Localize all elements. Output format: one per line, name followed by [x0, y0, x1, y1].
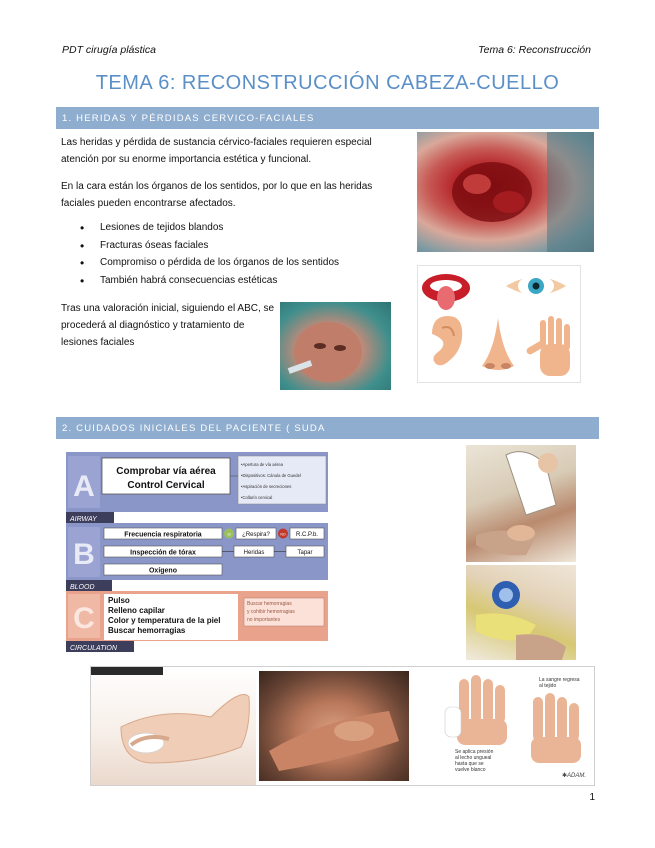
header-left: PDT cirugía plástica — [62, 44, 156, 56]
sense-organs-image — [417, 265, 581, 383]
thorax-inspection: Inspección de tórax — [130, 549, 196, 557]
caption-press-1: Se aplica presión — [455, 749, 494, 755]
caption-refill-2: al tejido — [539, 683, 557, 689]
caption-refill-1: La sangre regresa — [539, 677, 580, 683]
hand-icon — [525, 316, 570, 376]
list-item: • Fracturas óseas faciales — [80, 240, 339, 258]
adam-brand: ✱ADAM. — [561, 773, 586, 779]
circulation-label: CIRCULATION — [70, 645, 117, 652]
page-number: 1 — [589, 792, 595, 803]
eye-icon — [506, 275, 566, 297]
list-item: • Lesiones de tejidos blandos — [80, 222, 339, 240]
capillary-refill-figure — [90, 666, 595, 786]
lesion-list — [80, 222, 339, 292]
circulation-item: Buscar hemorragias — [108, 626, 186, 635]
hand-refill-icon — [531, 693, 581, 763]
patient-face-photo — [280, 302, 391, 390]
cover-box: Tapar — [297, 550, 313, 556]
list-item: • También habrá consecuencias estéticas — [80, 275, 339, 293]
letter-b: B — [73, 538, 95, 571]
wound-photo — [417, 132, 594, 252]
airway-label: AIRWAY — [70, 516, 97, 523]
airway-note: •Apertura de vía aérea — [241, 462, 283, 467]
rescue-illustration-top — [466, 445, 576, 562]
paragraph-senses: En la cara están los órganos de los sentidos, por lo que en las heridas faciales pueden encontrarse afectados. — [61, 181, 373, 209]
paragraph-abc: Tras una valoración inicial, siguiendo el ABC, se procederá al diagnóstico y tratamiento de lesiones faciales — [61, 303, 275, 348]
circulation-item: Relleno capilar — [108, 606, 165, 615]
hand-press-icon — [445, 675, 507, 745]
rescue-illustration-bottom — [466, 565, 576, 660]
letter-c: C — [73, 602, 95, 635]
airway-note: •Collarín cervical — [241, 495, 273, 500]
resp-frequency: Frecuencia respiratoria — [124, 531, 202, 539]
caption-press-2: al lecho ungueal — [455, 755, 492, 761]
nose-icon — [482, 318, 514, 370]
caption-press-4: vuelve blanco — [455, 767, 486, 773]
no-bubble: NO — [280, 532, 286, 537]
hemorrhage-note: Buscar hemorragias — [247, 601, 292, 607]
foot-press-image — [91, 667, 256, 785]
airway-sub: Control Cervical — [127, 480, 205, 491]
airway-main: Comprobar vía aérea — [116, 466, 216, 477]
oxygen-box: Oxígeno — [148, 567, 178, 575]
header-right: Tema 6: Reconstrucción — [478, 44, 591, 56]
ear-icon — [432, 316, 462, 365]
wounds-box: Heridas — [243, 550, 265, 556]
paragraph-intro: Las heridas y pérdida de sustancia cérvico-faciales requieren especial atención por su enorme importancia estética y funcional. — [61, 137, 372, 165]
abc-diagram — [66, 452, 328, 652]
caption-press-3: hasta que se — [455, 761, 484, 767]
section-heading-2: 2. CUIDADOS INICIALES DEL PACIENTE ( SUDA — [56, 417, 599, 439]
page-title: TEMA 6: RECONSTRUCCIÓN CABEZA-CUELLO — [95, 72, 560, 94]
list-item: • Compromiso o pérdida de los órganos de los sentidos — [80, 257, 339, 275]
hemorrhage-note: y cohibir hemorragias — [247, 609, 295, 615]
letter-a: A — [73, 470, 95, 503]
mouth-tongue-icon — [422, 274, 470, 310]
circulation-item: Color y temperatura de la piel — [108, 616, 221, 625]
breathing-question: ¿Respira? — [242, 532, 270, 538]
airway-note: •Aspiración de secreciones — [241, 484, 292, 489]
rcp-box: R.C.P.b. — [296, 532, 318, 538]
wrist-photo — [259, 671, 409, 781]
section-heading-1: 1. HERIDAS Y PÉRDIDAS CERVICO-FACIALES — [56, 107, 599, 129]
blood-label: BLOOD — [70, 584, 95, 591]
circulation-item: Pulso — [108, 596, 130, 605]
yes-bubble: SI — [227, 532, 231, 537]
hemorrhage-note: no importantes — [247, 617, 281, 623]
airway-note: •Dispositivos: Cánula de Guedel — [241, 473, 301, 478]
nail-press-illustration — [441, 667, 594, 785]
